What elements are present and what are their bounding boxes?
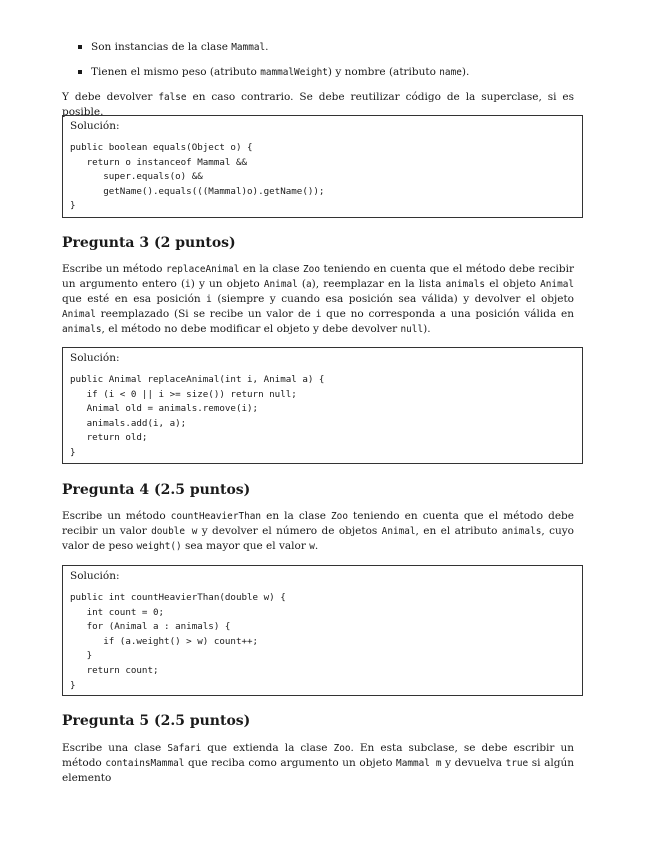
solution-label: Solución: bbox=[70, 570, 120, 582]
inline-code: countHeavierThan bbox=[170, 511, 262, 522]
question-3-title: Pregunta 3 (2 puntos) bbox=[62, 235, 236, 251]
inline-code: a bbox=[306, 279, 312, 290]
list-item: Son instancias de la clase Mammal. bbox=[78, 40, 469, 55]
question-5-title: Pregunta 5 (2.5 puntos) bbox=[62, 713, 251, 729]
inline-code: Zoo bbox=[303, 264, 320, 275]
inline-code: Zoo bbox=[331, 511, 348, 522]
inline-code: false bbox=[158, 92, 187, 103]
question-4-body: Escribe un método countHeavierThan en la clase Zoo teniendo en cuenta que el método debe recibir un valor double w y devolver el número de objetos Animal, en el atributo animals, cuyo valor de peso weight() sea mayor que el valor w. bbox=[62, 510, 574, 552]
inline-code: true bbox=[505, 758, 529, 769]
inline-code: Animal bbox=[263, 279, 298, 290]
inline-code: containsMammal bbox=[105, 758, 185, 769]
inline-code: mammalWeight bbox=[260, 67, 328, 78]
code-block: public boolean equals(Object o) { return o instanceof Mammal && super.equals(o) && getName().equals(((Mammal)o).getName()); } bbox=[70, 142, 325, 212]
inline-code: i bbox=[206, 294, 212, 305]
solution-label: Solución: bbox=[70, 120, 120, 132]
code-block: public Animal replaceAnimal(int i, Animal a) { if (i < 0 || i >= size()) return null; Animal old = animals.remove(i); animals.add(i, a); return old; } bbox=[70, 374, 325, 458]
inline-code: Mammal m bbox=[396, 758, 442, 769]
inline-code: animals bbox=[445, 279, 486, 290]
inline-code: double w bbox=[151, 526, 198, 537]
inline-code: Mammal bbox=[231, 42, 266, 53]
inline-code: w bbox=[309, 541, 315, 552]
list-item: Tienen el mismo peso (atributo mammalWeight) y nombre (atributo name). bbox=[78, 65, 469, 80]
solution-box-equals bbox=[62, 115, 583, 218]
inline-code: animals bbox=[501, 526, 542, 537]
inline-code: null bbox=[400, 324, 424, 335]
inline-code: name bbox=[439, 67, 462, 78]
solution-box-q4 bbox=[62, 565, 583, 696]
question-3-body: Escribe un método replaceAnimal en la clase Zoo teniendo en cuenta que el método debe recibir un argumento entero (i) y un objeto Animal (a), reemplazar en la lista animals el objeto Animal que esté en esa posición i (siempre y cuando esa posición sea válida) y devolver el objeto Animal reemplazado (Si se recibe un valor de i que no corresponda a una posición válida en animals, el método no debe modificar el objeto y debe devolver null). bbox=[62, 263, 575, 335]
code-block: public int countHeavierThan(double w) { int count = 0; for (Animal a : animals) { if (a.weight() > w) count++; } return count; } bbox=[70, 592, 286, 691]
inline-code: Animal bbox=[381, 526, 416, 537]
inline-code: i bbox=[185, 279, 191, 290]
inline-code: i bbox=[315, 309, 322, 320]
question-5-body: Escribe una clase Safari que extienda la clase Zoo. En esta subclase, se debe escribir un método containsMammal que reciba como argumento un objeto Mammal m y devuelva true si algún elemento bbox=[62, 742, 575, 784]
inline-code: Zoo bbox=[333, 743, 351, 754]
inline-code: animals bbox=[62, 324, 102, 335]
solution-box-q3 bbox=[62, 347, 583, 464]
solution-label: Solución: bbox=[70, 352, 120, 364]
inline-code: Animal bbox=[540, 279, 575, 290]
inline-code: weight() bbox=[136, 541, 182, 552]
inline-code: Safari bbox=[167, 743, 202, 754]
return-paragraph: Y debe devolver false en caso contrario. Se debe reutilizar código de la superclase, si es posible. bbox=[62, 91, 575, 118]
question-4-title: Pregunta 4 (2.5 puntos) bbox=[62, 482, 251, 498]
inline-code: replaceAnimal bbox=[166, 264, 240, 275]
condition-list bbox=[78, 40, 469, 90]
inline-code: Animal bbox=[62, 309, 96, 320]
